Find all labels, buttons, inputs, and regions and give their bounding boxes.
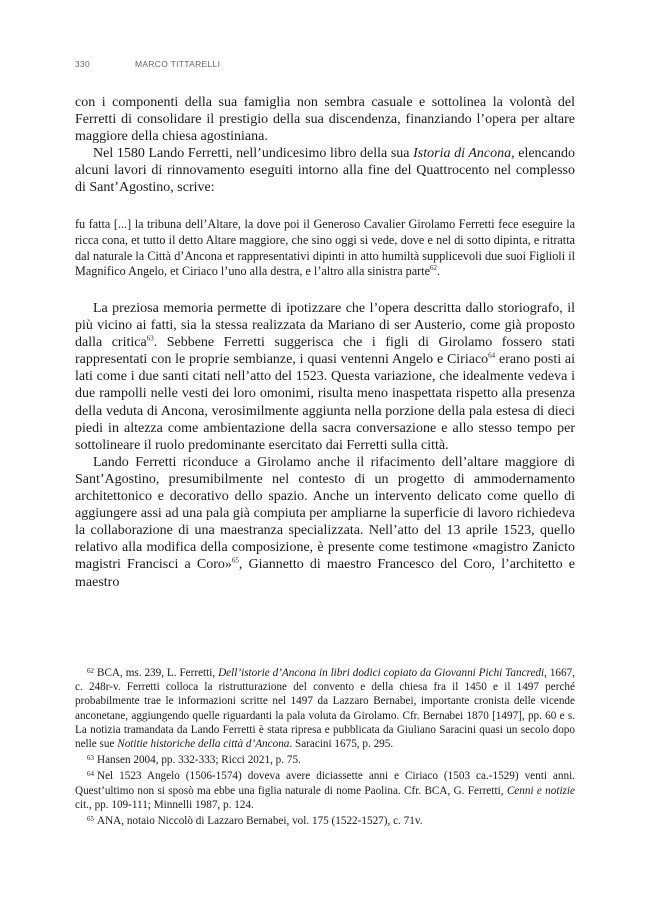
text-run: cit., pp. 109-111; Minnelli 1987, p. 124.: [75, 798, 254, 811]
footnote-ref: 65: [231, 556, 239, 565]
text-run: , 1667, c. 248r-v. Ferretti colloca la ristrutturazione del convento e della chiesa fra il 1450 e il 1497 perché probabilmente trae le informazioni scritte nel 1497 da Lazzaro Bernabei, importante cronista delle vicende anconetane, aggiungendo quelle riguardanti la pala voluta da Girolamo. Cfr. Bernabei 1870 [1497], pp. 60 e s. La notizia tramandata da Lando Ferretti è stata ripresa e pubblicata da Giuliano Saracini quasi un secolo dopo nelle sue: [75, 667, 576, 751]
text-run: , elencando alcuni lavori di rinnovamento eseguiti intorno alla fine del Quattrocento nel complesso di Sant’Agostino, scrive:: [75, 146, 575, 196]
text-run: La preziosa memoria permette di ipotizzare che l’opera descritta dallo storiografo, il più vicino ai fatti, sia la stessa realizzata da Mariano di ser Austerio, come già proposto dalla critica: [75, 301, 575, 351]
footnote: [75, 751, 575, 767]
block-quote: [75, 217, 575, 280]
text-run: con i componenti della sua famiglia non sembra casuale e sottolinea la volontà del Ferretti di consolidare il prestigio della sua discendenza, finanziando l’opera per altare maggiore della chiesa agostiniana.: [75, 95, 575, 145]
text-run: Notitie historiche della città d’Ancona: [117, 738, 290, 751]
text-run: .: [437, 264, 441, 279]
running-header: [75, 59, 575, 69]
text-run: erano posti ai lati come i due santi citati nell’atto del 1523. Questa variazione, che idealmente vedeva i due rampolli nelle vesti dei loro omonimi, risulta meno inaspettata rispetto alla presenza della veduta di Ancona, verosimilmente aggiunta nella porzione della pala estesa di dieci piedi in altezza come ambientazione della sacra conversazione e allo stesso tempo per sottolineare il ruolo predominante esercitato dai Ferretti sulla città.: [75, 352, 576, 453]
footnotes: [75, 664, 575, 828]
footnote: [75, 664, 575, 751]
footnote-number: 62: [87, 667, 94, 675]
footnote: [75, 767, 575, 812]
footnote-number: 63: [87, 754, 94, 763]
footnote-number: 64: [87, 770, 94, 779]
footnote-ref: 62: [430, 264, 438, 273]
footnote-number: 65: [87, 815, 94, 824]
text-run: Dell’istorie d’Ancona in libri dodici copiato da Giovanni Pichi Tancredi: [218, 667, 545, 679]
text-run: Nel 1523 Angelo (1506-1574) doveva avere diciassette anni e Ciriaco (1503 ca.-1529) venti anni. Quest’ultimo non si sposò ma ebbe una figlia naturale di nome Paolina. Cfr. BCA, G. Ferretti,: [75, 770, 575, 797]
paragraph: [75, 300, 575, 454]
running-title: MARCO TITTARELLI: [135, 59, 221, 69]
quote-paragraph: [75, 217, 575, 280]
text-run: fu fatta [...] la tribuna dell’Altare, la dove poi il Generoso Cavalier Girolamo Ferretti fece eseguire la ricca cona, et tutto il detto Altare maggiore, che sino oggi si vede, dove e nel di sotto dipinta, e ritratta dal naturale la Città d’Ancona et rappresentativi dipinti in atto humiltà supplicevoli due suoi Figlioli il Magnifico Angelo, et Ciriaco l’uno alla destra, e l’altro alla sinistra parte: [75, 217, 575, 279]
footnote-ref: 63: [146, 334, 154, 343]
text-run: Nel 1580 Lando Ferretti, nell’undicesimo libro della sua: [93, 146, 414, 162]
text-run: ANA, notaio Niccolò di Lazzaro Bernabei, vol. 175 (1522-1527), c. 71v.: [97, 815, 423, 828]
text-run: Istoria di Ancona: [413, 146, 512, 162]
paragraph: [75, 454, 575, 591]
text-run: Cenni e notizie: [506, 784, 575, 797]
body-text-main: [75, 300, 575, 591]
text-run: . Sebbene Ferretti suggerisca che i figli di Girolamo fossero stati rappresentati con le proprie sembianze, i quasi ventenni Angelo e Ciriaco: [75, 335, 576, 368]
text-run: . Saracini 1675, p. 295.: [289, 738, 394, 751]
text-run: , Giannetto di maestro Francesco del Coro, l’architetto e maestro: [75, 557, 575, 590]
text-run: Hansen 2004, pp. 332-333; Ricci 2021, p. 75.: [97, 754, 301, 767]
footnote: [75, 812, 575, 828]
footnote-ref: 64: [488, 351, 496, 360]
text-run: BCA, ms. 239, L. Ferretti,: [97, 667, 219, 679]
paragraph: [75, 94, 575, 145]
text-run: Lando Ferretti riconduce a Girolamo anche il rifacimento dell’altare maggiore di Sant’Agostino, presumibilmente nel contesto di un progetto di ammodernamento architettonico e decorativo dello spazio. Anche un intervento delicato come quello di aggiungere assi ad una pala già compiuta per ampliarne la superficie di lavoro richiedeva la collaborazione di una maestranza specializzata. Nell’atto del 13 aprile 1523, quello relativo alla modifica della composizione, è presente come testimone «magistro Zanicto magistri Francisci a Coro»: [75, 454, 575, 573]
paragraph: [75, 145, 575, 196]
page-number: 330: [75, 59, 91, 69]
body-text-top: [75, 94, 575, 197]
